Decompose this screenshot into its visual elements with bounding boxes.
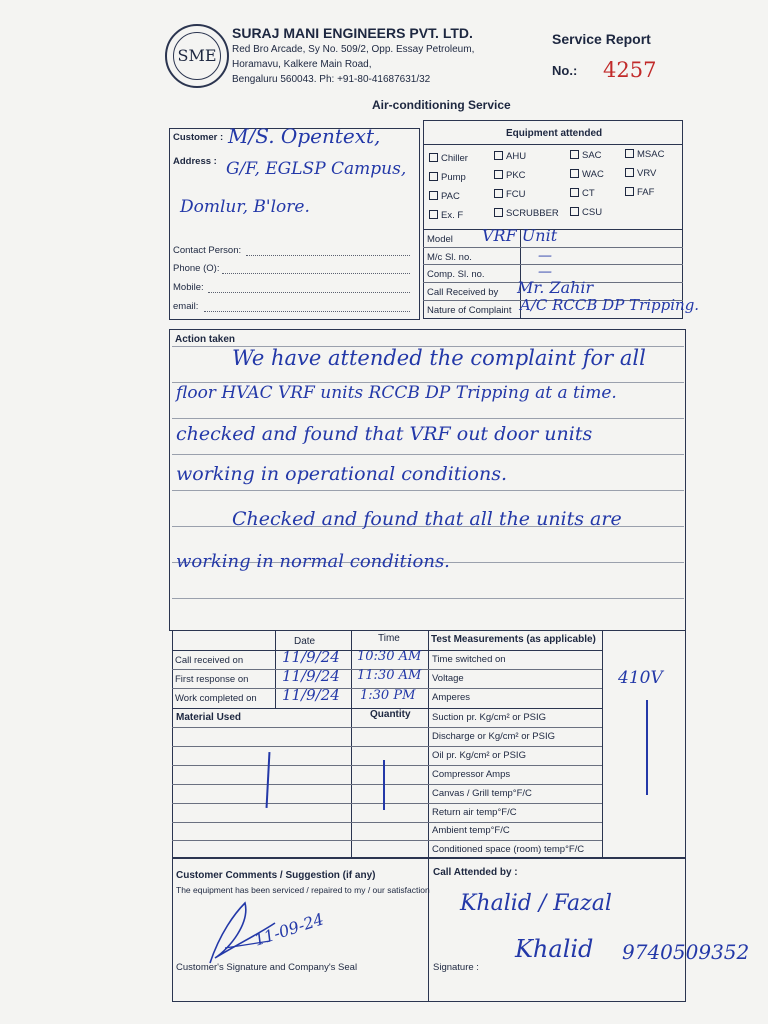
customer-label: Customer : xyxy=(173,132,224,143)
report-subtitle: Air-conditioning Service xyxy=(372,98,511,112)
customer-value: M/S. Opentext, xyxy=(228,124,381,148)
date-header: Date xyxy=(294,636,316,647)
action-line-2: floor HVAC VRF units RCCB DP Tripping at a time. xyxy=(176,383,617,403)
phone-label: Phone (O): xyxy=(173,263,220,274)
mc-sl-value: — xyxy=(538,248,552,264)
checkbox-sac[interactable]: SAC xyxy=(570,150,602,161)
call-attended-value: Khalid / Fazal xyxy=(460,891,612,916)
contact-person-label: Contact Person: xyxy=(173,245,242,256)
engineer-phone: 9740509352 xyxy=(622,940,750,964)
customer-signature-date: 11-09-24 xyxy=(251,909,327,950)
action-heading: Action taken xyxy=(175,334,236,345)
work-completed-time: 1:30 PM xyxy=(360,688,416,703)
checkbox-pac[interactable]: PAC xyxy=(429,191,460,202)
comments-text: The equipment has been serviced / repaired to my / our satisfaction xyxy=(176,885,430,895)
checkbox-pump[interactable]: Pump xyxy=(429,172,466,183)
action-line-6: working in normal conditions. xyxy=(176,551,450,572)
checkbox-wac[interactable]: WAC xyxy=(570,169,604,180)
quantity-stroke xyxy=(383,760,385,810)
action-line-5: Checked and found that all the units are xyxy=(232,508,622,530)
report-no-label: No.: xyxy=(552,63,578,78)
company-address-line2: Horamavu, Kalkere Main Road, xyxy=(232,59,372,70)
material-heading: Material Used xyxy=(176,712,242,723)
company-address-line1: Red Bro Arcade, Sy No. 509/2, Opp. Essay Petroleum, xyxy=(232,44,475,55)
call-received-date: 11/9/24 xyxy=(282,648,340,666)
tests-heading: Test Measurements (as applicable) xyxy=(431,634,596,645)
checkbox-ct[interactable]: CT xyxy=(570,188,595,199)
company-name: SURAJ MANI ENGINEERS PVT. LTD. xyxy=(232,25,473,41)
action-line-3: checked and found that VRF out door units xyxy=(176,423,593,445)
test-amperes: Amperes xyxy=(432,692,471,703)
checkbox-msac[interactable]: MSAC xyxy=(625,149,664,160)
action-line-1: We have attended the complaint for all xyxy=(232,346,646,370)
quantity-label: Quantity xyxy=(370,709,411,720)
test-time-switched: Time switched on xyxy=(432,654,506,665)
first-response-label: First response on xyxy=(175,674,249,685)
model-label: Model xyxy=(427,234,453,245)
comp-sl-value: — xyxy=(538,264,552,280)
checkbox-vrv[interactable]: VRV xyxy=(625,168,656,179)
test-voltage: Voltage xyxy=(432,673,464,684)
test-suction: Suction pr. Kg/cm² or PSIG xyxy=(432,712,547,723)
checkbox-exf[interactable]: Ex. F xyxy=(429,210,463,221)
checkbox-scrubber[interactable]: SCRUBBER xyxy=(494,208,559,219)
nature-of-complaint-label: Nature of Complaint xyxy=(427,305,512,316)
company-logo xyxy=(165,24,229,88)
work-completed-label: Work completed on xyxy=(175,693,257,704)
test-canvas-grill: Canvas / Grill temp°F/C xyxy=(432,788,532,799)
customer-signature-label: Customer's Signature and Company's Seal xyxy=(176,962,358,973)
work-completed-date: 11/9/24 xyxy=(282,686,340,704)
test-ambient: Ambient temp°F/C xyxy=(432,825,510,836)
company-address-line3: Bengaluru 560043. Ph: +91-80-41687631/32 xyxy=(232,74,431,85)
comp-sl-label: Comp. Sl. no. xyxy=(427,269,485,280)
checkbox-chiller[interactable]: Chiller xyxy=(429,153,468,164)
checkbox-pkc[interactable]: PKC xyxy=(494,170,526,181)
email-label: email: xyxy=(173,301,199,312)
call-received-time: 10:30 AM xyxy=(357,649,422,664)
call-attended-label: Call Attended by : xyxy=(433,867,518,878)
checkbox-faf[interactable]: FAF xyxy=(625,187,654,198)
checkbox-ahu[interactable]: AHU xyxy=(494,151,526,162)
details-box xyxy=(172,630,686,858)
call-received-by-value: Mr. Zahir xyxy=(517,278,594,297)
mc-sl-label: M/c Sl. no. xyxy=(427,252,472,263)
signature-label: Signature : xyxy=(433,962,479,973)
engineer-signature: Khalid xyxy=(515,935,594,963)
model-value: VRF Unit xyxy=(482,226,558,245)
test-oil: Oil pr. Kg/cm² or PSIG xyxy=(432,750,526,761)
first-response-date: 11/9/24 xyxy=(282,667,340,685)
test-compressor-amps: Compressor Amps xyxy=(432,769,511,780)
address-label: Address : xyxy=(173,156,217,167)
test-discharge: Discharge or Kg/cm² or PSIG xyxy=(432,731,556,742)
mobile-label: Mobile: xyxy=(173,282,204,293)
comments-heading: Customer Comments / Suggestion (if any) xyxy=(176,870,376,881)
report-no-value: 4257 xyxy=(603,58,657,82)
call-received-label: Call received on xyxy=(175,655,244,666)
test-voltage-value: 410V xyxy=(618,668,663,688)
action-line-4: working in operational conditions. xyxy=(176,463,507,485)
logo-text: SME xyxy=(177,46,217,65)
checkbox-csu[interactable]: CSU xyxy=(570,207,602,218)
time-header: Time xyxy=(378,633,400,644)
address-value-line1: G/F, EGLSP Campus, xyxy=(226,159,407,179)
test-return-air: Return air temp°F/C xyxy=(432,807,517,818)
checkbox-fcu[interactable]: FCU xyxy=(494,189,526,200)
test-value-stroke xyxy=(646,700,648,795)
equipment-heading: Equipment attended xyxy=(506,128,603,139)
call-received-by-label: Call Received by xyxy=(427,287,499,298)
nature-of-complaint-value: A/C RCCB DP Tripping. xyxy=(520,296,700,314)
address-value-line2: Domlur, B'lore. xyxy=(180,197,310,217)
report-title: Service Report xyxy=(552,31,651,47)
test-conditioned-space: Conditioned space (room) temp°F/C xyxy=(432,844,585,855)
first-response-time: 11:30 AM xyxy=(357,668,422,683)
